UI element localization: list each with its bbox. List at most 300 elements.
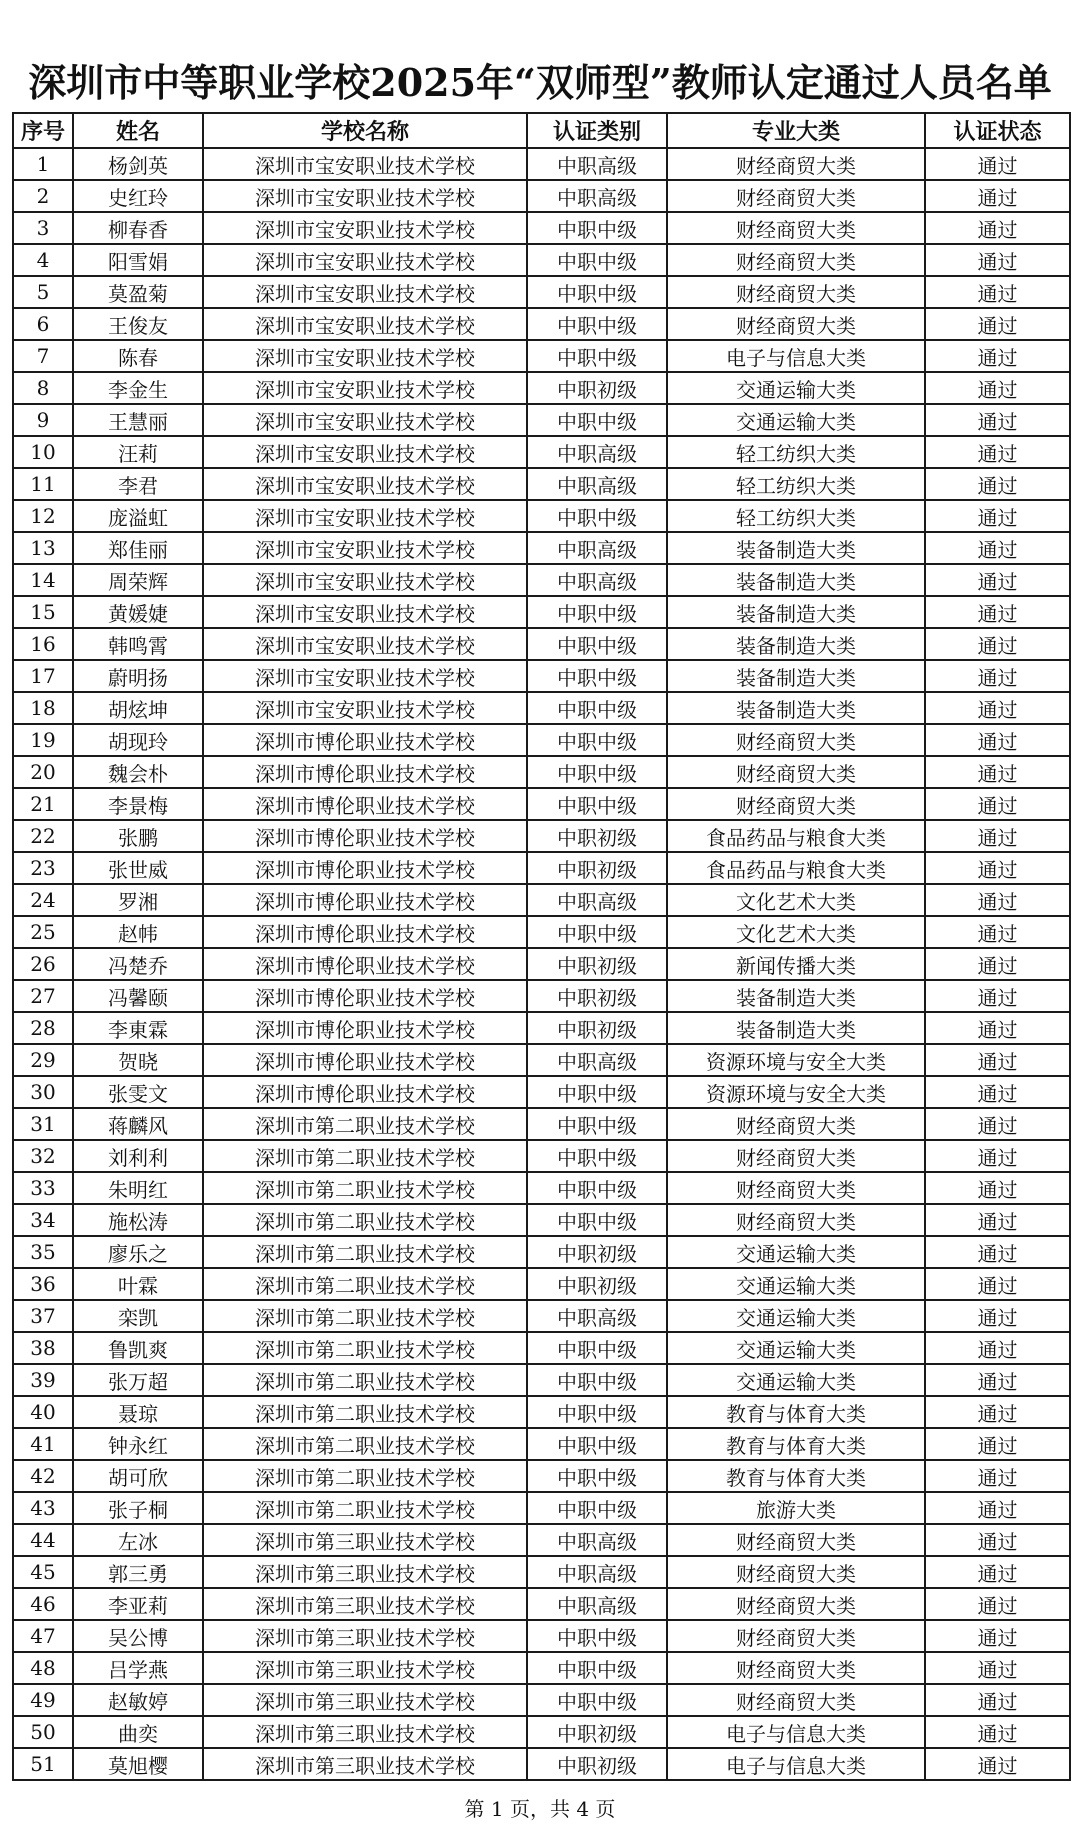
cell-school: 深圳市第二职业技术学校 [203,1492,527,1524]
cell-index: 6 [13,308,73,340]
cell-school: 深圳市宝安职业技术学校 [203,404,527,436]
cell-school: 深圳市宝安职业技术学校 [203,468,527,500]
cell-cert-level: 中职高级 [527,1556,667,1588]
cell-major: 装备制造大类 [667,980,925,1012]
cell-cert-level: 中职高级 [527,468,667,500]
cell-name: 吕学燕 [73,1652,203,1684]
col-header-major: 专业大类 [667,113,925,148]
cell-index: 5 [13,276,73,308]
table-row [13,1396,1070,1428]
cell-cert-level: 中职中级 [527,500,667,532]
cell-major: 财经商贸大类 [667,1172,925,1204]
cell-index: 20 [13,756,73,788]
cell-major: 财经商贸大类 [667,1524,925,1556]
cell-index: 38 [13,1332,73,1364]
cell-major: 财经商贸大类 [667,1204,925,1236]
cell-name: 柳春香 [73,212,203,244]
cell-school: 深圳市博伦职业技术学校 [203,852,527,884]
cell-index: 49 [13,1684,73,1716]
cell-cert-level: 中职高级 [527,148,667,180]
cell-status: 通过 [925,660,1070,692]
cell-cert-level: 中职中级 [527,244,667,276]
cell-cert-level: 中职高级 [527,564,667,596]
cell-major: 电子与信息大类 [667,1748,925,1780]
cell-index: 23 [13,852,73,884]
cell-index: 43 [13,1492,73,1524]
cell-index: 3 [13,212,73,244]
cell-index: 11 [13,468,73,500]
cell-status: 通过 [925,1012,1070,1044]
cell-name: 蔚明扬 [73,660,203,692]
cell-cert-level: 中职高级 [527,532,667,564]
cell-index: 33 [13,1172,73,1204]
cell-name: 李東霖 [73,1012,203,1044]
cell-cert-level: 中职高级 [527,1300,667,1332]
cell-name: 李君 [73,468,203,500]
cell-index: 15 [13,596,73,628]
cell-status: 通过 [925,468,1070,500]
cell-cert-level: 中职中级 [527,1108,667,1140]
cell-cert-level: 中职中级 [527,308,667,340]
table-row [13,372,1070,404]
cell-index: 35 [13,1236,73,1268]
cell-status: 通过 [925,1076,1070,1108]
cell-major: 财经商贸大类 [667,1620,925,1652]
cell-status: 通过 [925,1140,1070,1172]
cell-index: 2 [13,180,73,212]
cell-name: 冯楚乔 [73,948,203,980]
cell-index: 28 [13,1012,73,1044]
cell-status: 通过 [925,1748,1070,1780]
cell-index: 13 [13,532,73,564]
cell-status: 通过 [925,1268,1070,1300]
cell-school: 深圳市第二职业技术学校 [203,1300,527,1332]
cell-index: 37 [13,1300,73,1332]
cell-cert-level: 中职初级 [527,1716,667,1748]
cell-name: 阳雪娟 [73,244,203,276]
cell-name: 郑佳丽 [73,532,203,564]
cell-name: 鲁凯爽 [73,1332,203,1364]
cell-name: 蒋麟风 [73,1108,203,1140]
col-header-index: 序号 [13,113,73,148]
cell-name: 栾凯 [73,1300,203,1332]
col-header-cert-level: 认证类别 [527,113,667,148]
cell-school: 深圳市第三职业技术学校 [203,1652,527,1684]
cell-cert-level: 中职中级 [527,756,667,788]
cell-name: 曲奕 [73,1716,203,1748]
cell-major: 资源环境与安全大类 [667,1076,925,1108]
table-row [13,1140,1070,1172]
cell-major: 装备制造大类 [667,564,925,596]
cell-cert-level: 中职中级 [527,340,667,372]
cell-name: 张子桐 [73,1492,203,1524]
table-row [13,1748,1070,1780]
cell-cert-level: 中职初级 [527,372,667,404]
cell-status: 通过 [925,724,1070,756]
cell-major: 食品药品与粮食大类 [667,852,925,884]
cell-index: 21 [13,788,73,820]
cell-major: 财经商贸大类 [667,308,925,340]
cell-cert-level: 中职初级 [527,980,667,1012]
cell-status: 通过 [925,1716,1070,1748]
cell-index: 25 [13,916,73,948]
cell-status: 通过 [925,884,1070,916]
cell-cert-level: 中职中级 [527,596,667,628]
cell-index: 7 [13,340,73,372]
cell-index: 27 [13,980,73,1012]
cell-major: 资源环境与安全大类 [667,1044,925,1076]
cell-cert-level: 中职中级 [527,724,667,756]
table-row [13,564,1070,596]
cell-index: 16 [13,628,73,660]
table-row [13,820,1070,852]
cell-status: 通过 [925,1364,1070,1396]
cell-status: 通过 [925,1204,1070,1236]
cell-major: 财经商贸大类 [667,1556,925,1588]
cell-status: 通过 [925,1684,1070,1716]
cell-name: 陈春 [73,340,203,372]
cell-name: 胡可欣 [73,1460,203,1492]
cell-major: 文化艺术大类 [667,916,925,948]
cell-status: 通过 [925,1108,1070,1140]
cell-name: 冯馨颐 [73,980,203,1012]
cell-school: 深圳市宝安职业技术学校 [203,532,527,564]
cell-status: 通过 [925,756,1070,788]
table-row [13,404,1070,436]
cell-status: 通过 [925,980,1070,1012]
cell-index: 29 [13,1044,73,1076]
cell-index: 1 [13,148,73,180]
cell-name: 王俊友 [73,308,203,340]
cell-school: 深圳市博伦职业技术学校 [203,916,527,948]
cell-major: 装备制造大类 [667,596,925,628]
cell-major: 装备制造大类 [667,692,925,724]
table-body [13,148,1070,1780]
cell-major: 财经商贸大类 [667,276,925,308]
cell-index: 30 [13,1076,73,1108]
cell-major: 财经商贸大类 [667,1140,925,1172]
cell-name: 赵帏 [73,916,203,948]
cell-name: 杨剑英 [73,148,203,180]
cell-name: 周荣辉 [73,564,203,596]
cell-major: 交通运输大类 [667,1236,925,1268]
cell-status: 通过 [925,820,1070,852]
cell-cert-level: 中职高级 [527,436,667,468]
cell-status: 通过 [925,244,1070,276]
cell-school: 深圳市博伦职业技术学校 [203,884,527,916]
cell-cert-level: 中职中级 [527,916,667,948]
cell-school: 深圳市第二职业技术学校 [203,1428,527,1460]
cell-name: 聂琼 [73,1396,203,1428]
table-row [13,244,1070,276]
cell-status: 通过 [925,628,1070,660]
table-row [13,180,1070,212]
cell-major: 旅游大类 [667,1492,925,1524]
cell-status: 通过 [925,1396,1070,1428]
cell-school: 深圳市宝安职业技术学校 [203,564,527,596]
cell-name: 廖乐之 [73,1236,203,1268]
cell-major: 电子与信息大类 [667,340,925,372]
cell-status: 通过 [925,692,1070,724]
table-row [13,1716,1070,1748]
cell-major: 交通运输大类 [667,372,925,404]
table-row [13,1236,1070,1268]
cell-name: 李亚莉 [73,1588,203,1620]
cell-status: 通过 [925,1652,1070,1684]
cell-major: 轻工纺织大类 [667,500,925,532]
cell-major: 交通运输大类 [667,1268,925,1300]
cell-name: 莫盈菊 [73,276,203,308]
cell-status: 通过 [925,1300,1070,1332]
cell-name: 李金生 [73,372,203,404]
table-row [13,532,1070,564]
table-row [13,596,1070,628]
table-row [13,692,1070,724]
table-row [13,660,1070,692]
cell-school: 深圳市宝安职业技术学校 [203,436,527,468]
table-row [13,724,1070,756]
cell-status: 通过 [925,1172,1070,1204]
cell-name: 胡炫坤 [73,692,203,724]
cell-major: 轻工纺织大类 [667,436,925,468]
table-row [13,916,1070,948]
cell-status: 通过 [925,1428,1070,1460]
cell-name: 刘利利 [73,1140,203,1172]
table-row [13,1204,1070,1236]
cell-index: 41 [13,1428,73,1460]
cell-status: 通过 [925,404,1070,436]
table-header-row [13,113,1070,148]
cell-cert-level: 中职高级 [527,1588,667,1620]
cell-major: 财经商贸大类 [667,148,925,180]
cell-index: 26 [13,948,73,980]
table-row [13,468,1070,500]
cell-index: 9 [13,404,73,436]
cell-school: 深圳市宝安职业技术学校 [203,340,527,372]
cell-major: 财经商贸大类 [667,1684,925,1716]
cell-school: 深圳市宝安职业技术学校 [203,244,527,276]
teacher-list-table [12,112,1071,1781]
cell-name: 罗湘 [73,884,203,916]
table-row [13,1044,1070,1076]
cell-cert-level: 中职中级 [527,1684,667,1716]
cell-major: 财经商贸大类 [667,180,925,212]
cell-school: 深圳市第二职业技术学校 [203,1172,527,1204]
cell-status: 通过 [925,308,1070,340]
cell-name: 庞溢虹 [73,500,203,532]
cell-index: 32 [13,1140,73,1172]
cell-status: 通过 [925,532,1070,564]
cell-status: 通过 [925,852,1070,884]
table-row [13,1652,1070,1684]
cell-major: 财经商贸大类 [667,244,925,276]
cell-major: 电子与信息大类 [667,1716,925,1748]
cell-index: 45 [13,1556,73,1588]
cell-major: 装备制造大类 [667,660,925,692]
cell-cert-level: 中职中级 [527,1364,667,1396]
cell-name: 朱明红 [73,1172,203,1204]
cell-index: 24 [13,884,73,916]
cell-status: 通过 [925,1492,1070,1524]
cell-school: 深圳市第三职业技术学校 [203,1748,527,1780]
cell-status: 通过 [925,372,1070,404]
cell-cert-level: 中职高级 [527,884,667,916]
cell-major: 文化艺术大类 [667,884,925,916]
cell-cert-level: 中职初级 [527,820,667,852]
table-row [13,1460,1070,1492]
cell-status: 通过 [925,500,1070,532]
cell-school: 深圳市宝安职业技术学校 [203,372,527,404]
cell-school: 深圳市第二职业技术学校 [203,1204,527,1236]
cell-cert-level: 中职中级 [527,212,667,244]
table-row [13,852,1070,884]
cell-index: 34 [13,1204,73,1236]
cell-index: 31 [13,1108,73,1140]
cell-index: 46 [13,1588,73,1620]
cell-status: 通过 [925,1236,1070,1268]
cell-name: 汪莉 [73,436,203,468]
cell-major: 交通运输大类 [667,404,925,436]
cell-index: 18 [13,692,73,724]
cell-cert-level: 中职中级 [527,788,667,820]
cell-status: 通过 [925,1588,1070,1620]
cell-status: 通过 [925,1620,1070,1652]
cell-cert-level: 中职中级 [527,1204,667,1236]
cell-school: 深圳市宝安职业技术学校 [203,692,527,724]
cell-school: 深圳市博伦职业技术学校 [203,948,527,980]
col-header-school: 学校名称 [203,113,527,148]
cell-cert-level: 中职中级 [527,1620,667,1652]
cell-cert-level: 中职初级 [527,1012,667,1044]
cell-status: 通过 [925,788,1070,820]
cell-cert-level: 中职中级 [527,1492,667,1524]
table-row [13,436,1070,468]
cell-name: 莫旭樱 [73,1748,203,1780]
cell-status: 通过 [925,916,1070,948]
cell-name: 叶霖 [73,1268,203,1300]
cell-index: 39 [13,1364,73,1396]
cell-cert-level: 中职中级 [527,404,667,436]
cell-school: 深圳市宝安职业技术学校 [203,180,527,212]
cell-major: 财经商贸大类 [667,1108,925,1140]
cell-school: 深圳市博伦职业技术学校 [203,788,527,820]
cell-status: 通过 [925,148,1070,180]
cell-cert-level: 中职中级 [527,1140,667,1172]
cell-name: 张万超 [73,1364,203,1396]
table-row [13,1268,1070,1300]
cell-school: 深圳市第二职业技术学校 [203,1460,527,1492]
cell-school: 深圳市宝安职业技术学校 [203,596,527,628]
cell-cert-level: 中职中级 [527,1652,667,1684]
table-row [13,1076,1070,1108]
table-row [13,500,1070,532]
cell-school: 深圳市宝安职业技术学校 [203,308,527,340]
cell-status: 通过 [925,276,1070,308]
cell-status: 通过 [925,436,1070,468]
cell-index: 22 [13,820,73,852]
cell-index: 17 [13,660,73,692]
cell-cert-level: 中职初级 [527,948,667,980]
cell-school: 深圳市第二职业技术学校 [203,1396,527,1428]
cell-index: 48 [13,1652,73,1684]
cell-index: 4 [13,244,73,276]
cell-major: 轻工纺织大类 [667,468,925,500]
cell-index: 36 [13,1268,73,1300]
cell-name: 王慧丽 [73,404,203,436]
table-row [13,884,1070,916]
cell-school: 深圳市宝安职业技术学校 [203,148,527,180]
cell-major: 教育与体育大类 [667,1428,925,1460]
cell-school: 深圳市博伦职业技术学校 [203,724,527,756]
cell-index: 8 [13,372,73,404]
cell-major: 财经商贸大类 [667,788,925,820]
table-row [13,308,1070,340]
cell-name: 贺晓 [73,1044,203,1076]
cell-school: 深圳市博伦职业技术学校 [203,756,527,788]
cell-index: 51 [13,1748,73,1780]
cell-cert-level: 中职中级 [527,1172,667,1204]
table-row [13,1332,1070,1364]
cell-name: 赵敏婷 [73,1684,203,1716]
cell-school: 深圳市第二职业技术学校 [203,1140,527,1172]
cell-school: 深圳市第三职业技术学校 [203,1556,527,1588]
cell-status: 通过 [925,948,1070,980]
table-row [13,1524,1070,1556]
cell-cert-level: 中职中级 [527,628,667,660]
cell-name: 胡现玲 [73,724,203,756]
col-header-status: 认证状态 [925,113,1070,148]
cell-status: 通过 [925,564,1070,596]
cell-status: 通过 [925,1524,1070,1556]
table-row [13,1492,1070,1524]
table-row [13,948,1070,980]
cell-name: 吴公博 [73,1620,203,1652]
cell-status: 通过 [925,180,1070,212]
cell-major: 装备制造大类 [667,532,925,564]
cell-status: 通过 [925,1332,1070,1364]
cell-name: 张雯文 [73,1076,203,1108]
cell-school: 深圳市博伦职业技术学校 [203,1044,527,1076]
cell-school: 深圳市宝安职业技术学校 [203,660,527,692]
cell-name: 史红玲 [73,180,203,212]
cell-school: 深圳市宝安职业技术学校 [203,276,527,308]
cell-cert-level: 中职中级 [527,1428,667,1460]
cell-school: 深圳市第二职业技术学校 [203,1332,527,1364]
cell-major: 财经商贸大类 [667,212,925,244]
cell-major: 装备制造大类 [667,628,925,660]
cell-status: 通过 [925,1460,1070,1492]
cell-name: 张鹏 [73,820,203,852]
cell-major: 交通运输大类 [667,1332,925,1364]
page-footer: 第 1 页，共 4 页 [464,1797,616,1821]
table-row [13,980,1070,1012]
cell-index: 19 [13,724,73,756]
cell-school: 深圳市第二职业技术学校 [203,1268,527,1300]
cell-school: 深圳市第三职业技术学校 [203,1588,527,1620]
cell-school: 深圳市第二职业技术学校 [203,1236,527,1268]
cell-name: 李景梅 [73,788,203,820]
cell-name: 郭三勇 [73,1556,203,1588]
cell-cert-level: 中职中级 [527,1460,667,1492]
cell-name: 左冰 [73,1524,203,1556]
col-header-name: 姓名 [73,113,203,148]
table-row [13,628,1070,660]
table-row [13,756,1070,788]
cell-major: 交通运输大类 [667,1364,925,1396]
cell-status: 通过 [925,1556,1070,1588]
cell-cert-level: 中职高级 [527,180,667,212]
cell-school: 深圳市第三职业技术学校 [203,1716,527,1748]
